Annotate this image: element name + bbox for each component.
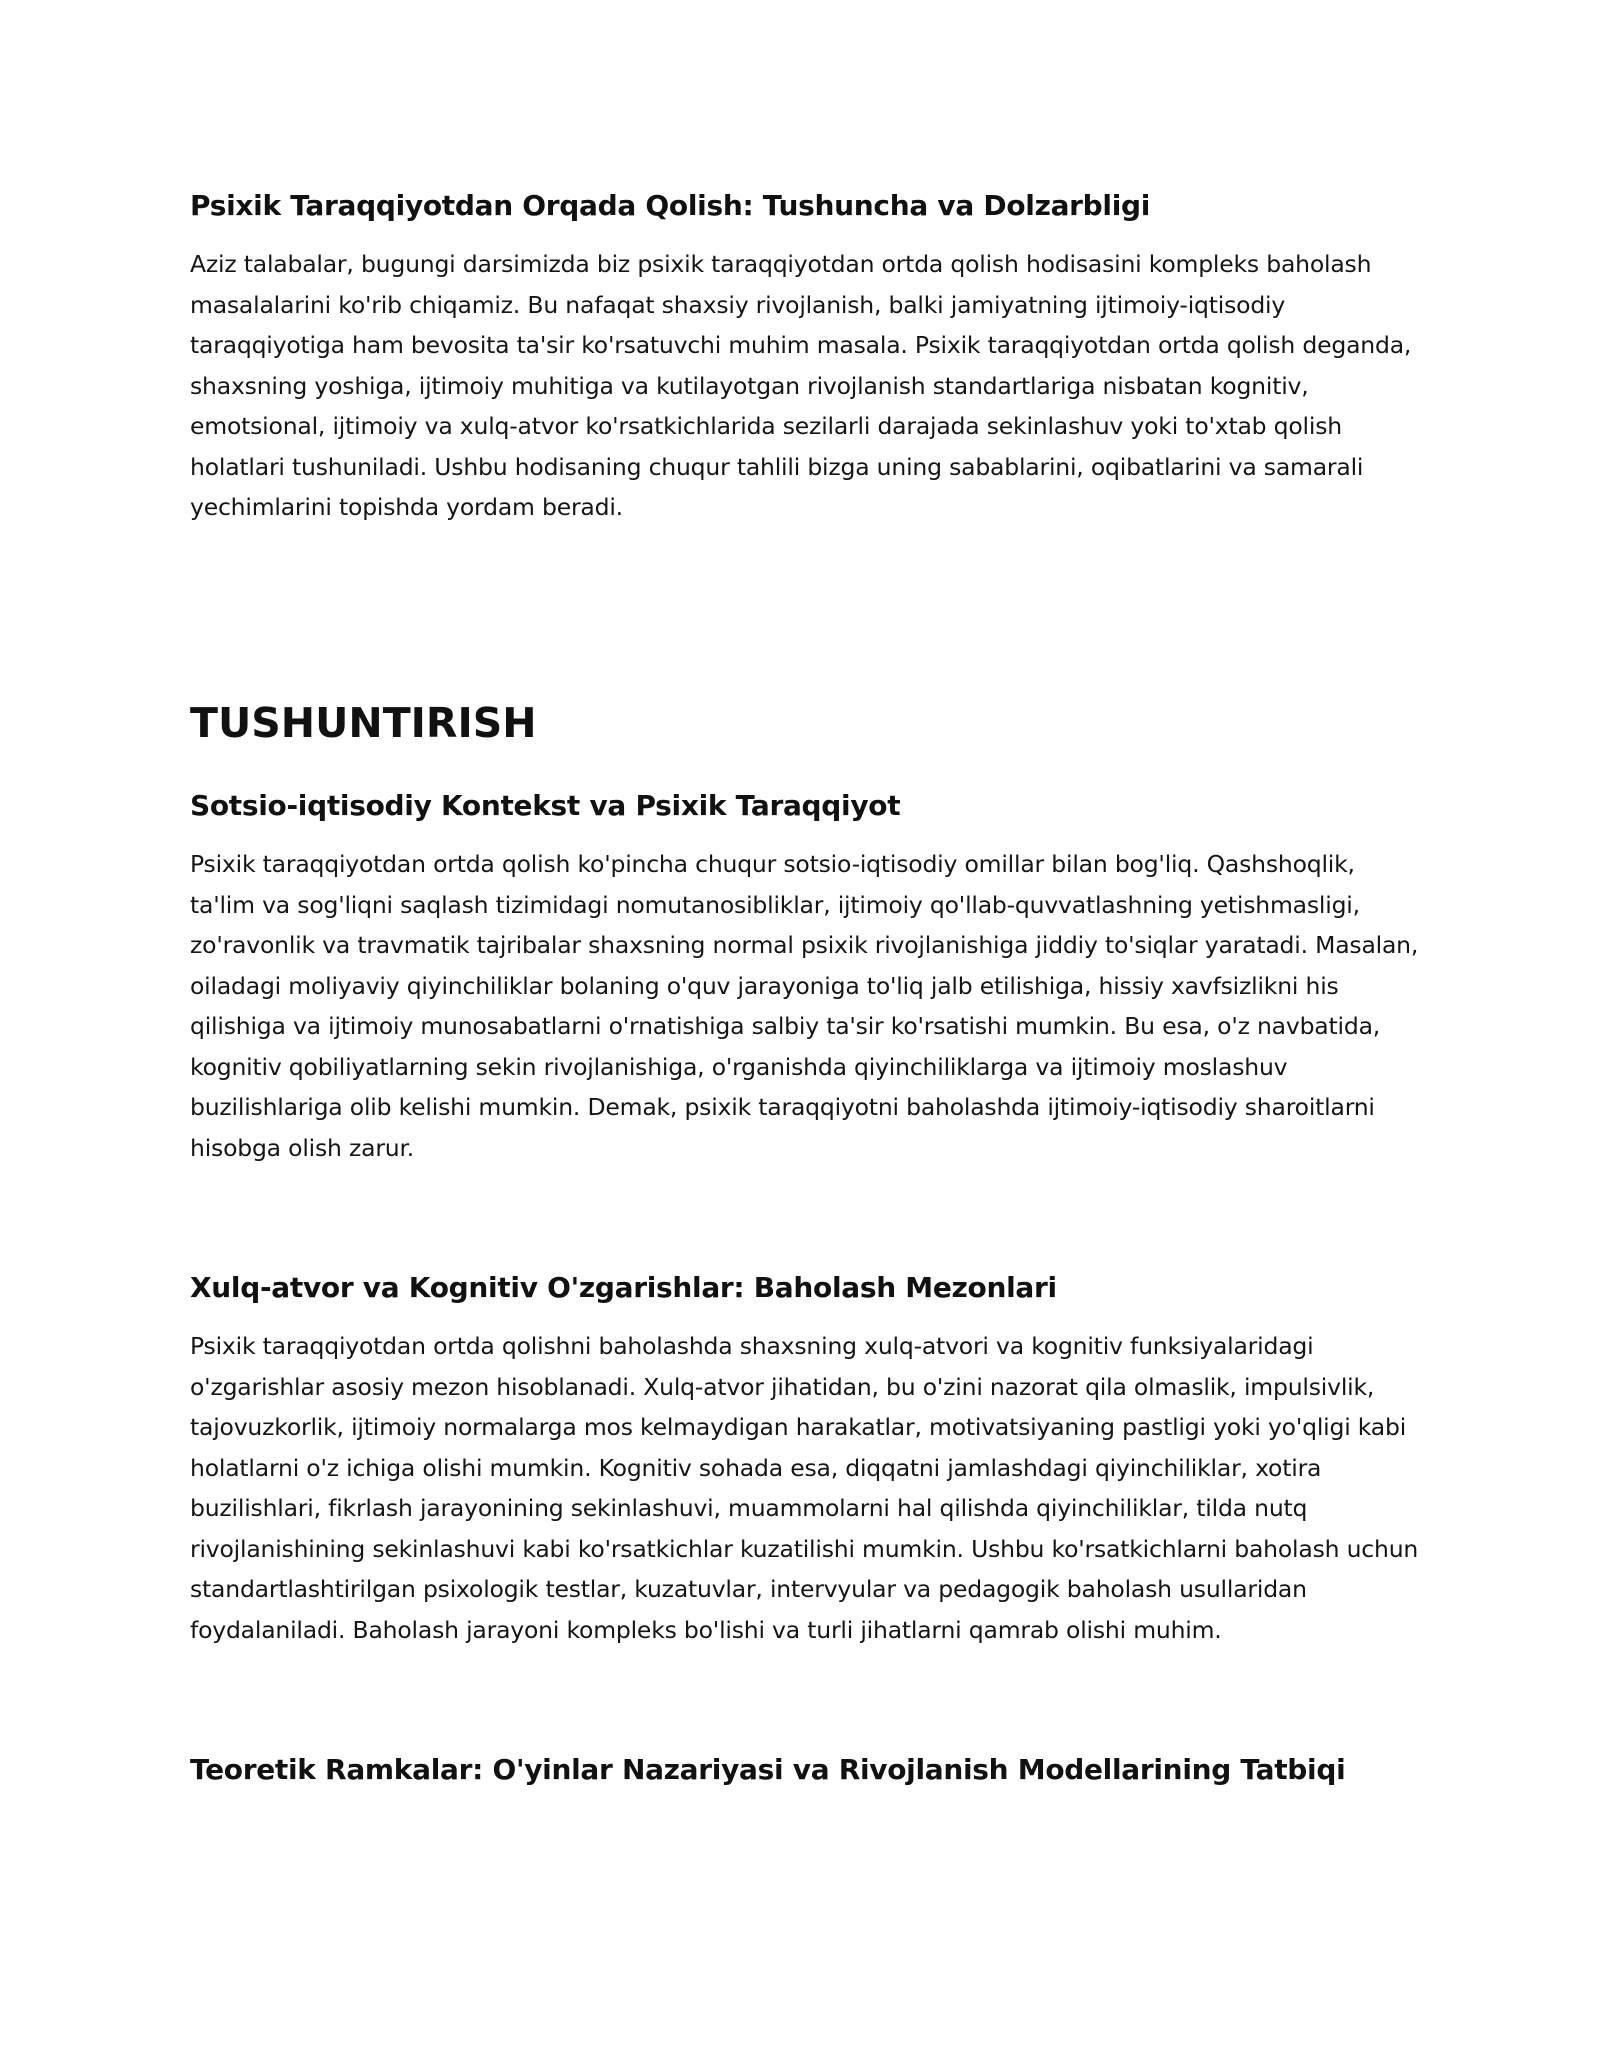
main-title-block bbox=[190, 698, 1420, 748]
section-paragraph: Psixik taraqqiyotdan ortda qolishni baholashda shaxsning xulq-atvori va kognitiv funksiyalaridagi o'zgarishlar asosiy mezon hisoblanadi. Xulq-atvor jihatidan, bu o'zini nazorat qila olmaslik, impulsivlik, tajovuzkorlik, ijtimoiy normalarga mos kelmaydigan harakatlar, motivatsiyaning pastligi yoki yo'qligi kabi holatlarni o'z ichiga olishi mumkin. Kognitiv sohada esa, diqqatni jamlashdagi qiyinchiliklar, xotira buzilishlari, fikrlash jarayonining sekinlashuvi, muammolarni hal qilishda qiyinchiliklar, tilda nutq rivojlanishining sekinlashuvi kabi ko'rsatkichlar kuzatilishi mumkin. Ushbu ko'rsatkichlarni baholash uchun standartlashtirilgan psixologik testlar, kuzatuvlar, intervyular va pedagogik baholash usullaridan foydalaniladi. Baholash jarayoni kompleks bo'lishi va turli jihatlarni qamrab olishi muhim. bbox=[190, 1332, 1419, 1644]
section-heading: Xulq-atvor va Kognitiv O'zgarishlar: Baholash Mezonlari bbox=[190, 1271, 1057, 1304]
section-behavior bbox=[190, 1270, 1420, 1650]
section-heading: Psixik Taraqqiyotdan Orqada Qolish: Tushuncha va Dolzarbligi bbox=[190, 189, 1151, 222]
section-paragraph: Psixik taraqqiyotdan ortda qolish ko'pincha chuqur sotsio-iqtisodiy omillar bilan bog'liq. Qashshoqlik, ta'lim va sog'liqni saqlash tizimidagi nomutanosibliklar, ijtimoiy qo'llab-quvvatlashning yetishmasligi, zo'ravonlik va travmatik tajribalar shaxsning normal psixik rivojlanishiga jiddiy to'siqlar yaratadi. Masalan, oiladagi moliyaviy qiyinchiliklar bolaning o'quv jarayoniga to'liq jalb etilishiga, hissiy xavfsizlikni his qilishiga va ijtimoiy munosabatlarni o'rnatishiga salbiy ta'sir ko'rsatishi mumkin. Bu esa, o'z navbatida, kognitiv qobiliyatlarning sekin rivojlanishiga, o'rganishda qiyinchiliklarga va ijtimoiy moslashuv buzilishlariga olib kelishi mumkin. Demak, psixik taraqqiyotni baholashda ijtimoiy-iqtisodiy sharoitlarni hisobga olish zarur. bbox=[190, 850, 1419, 1162]
section-theory bbox=[190, 1752, 1420, 1788]
section-intro bbox=[190, 188, 1420, 528]
section-paragraph: Aziz talabalar, bugungi darsimizda biz psixik taraqqiyotdan ortda qolish hodisasini kompleks baholash masalalarini ko'rib chiqamiz. Bu nafaqat shaxsiy rivojlanish, balki jamiyatning ijtimoiy-iqtisodiy taraqqiyotiga ham bevosita ta'sir ko'rsatuvchi muhim masala. Psixik taraqqiyotdan ortda qolish deganda, shaxsning yoshiga, ijtimoiy muhitiga va kutilayotgan rivojlanish standartlariga nisbatan kognitiv, emotsional, ijtimoiy va xulq-atvor ko'rsatkichlarida sezilarli darajada sekinlashuv yoki to'xtab qolish holatlari tushuniladi. Ushbu hodisaning chuqur tahlili bizga uning sabablarini, oqibatlarini va samarali yechimlarini topishda yordam beradi. bbox=[190, 250, 1412, 521]
section-heading: Teoretik Ramkalar: O'yinlar Nazariyasi va Rivojlanish Modellarining Tatbiqi bbox=[190, 1753, 1346, 1786]
section-heading: Sotsio-iqtisodiy Kontekst va Psixik Taraqqiyot bbox=[190, 789, 901, 822]
section-socio bbox=[190, 788, 1420, 1168]
page-title: TUSHUNTIRISH bbox=[190, 699, 537, 747]
